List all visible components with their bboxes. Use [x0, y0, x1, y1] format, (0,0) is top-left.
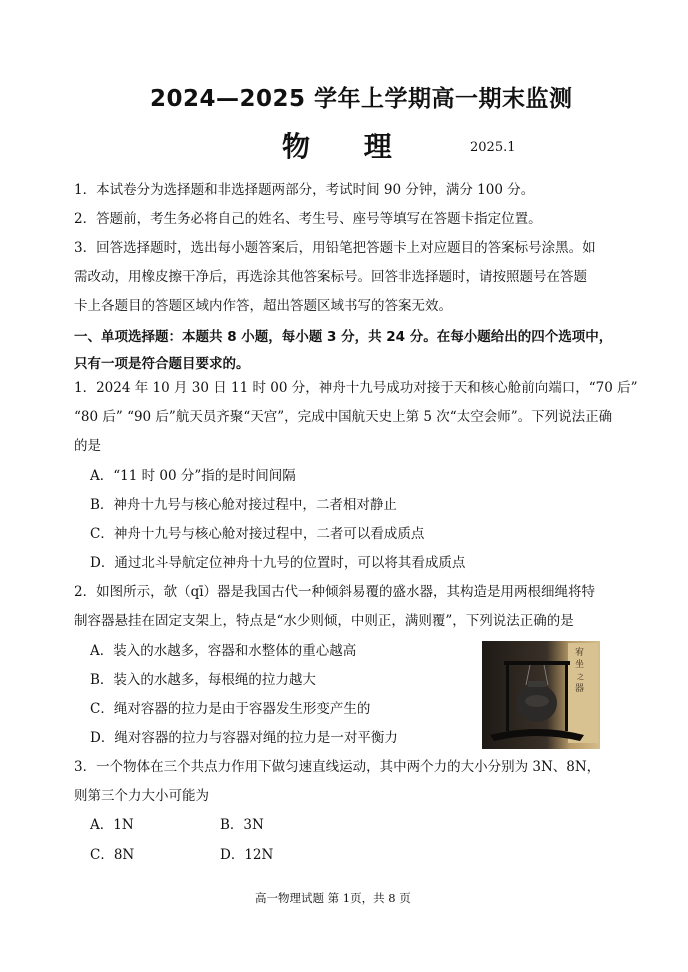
q2-option-c: C．绳对容器的拉力是由于容器发生形变产生的: [90, 701, 371, 717]
q1-option-b: B．神舟十九号与核心舱对接过程中，二者相对静止: [90, 497, 397, 513]
q3-stem-line-2: 则第三个力大小可能为: [74, 788, 209, 804]
instruction-3-line-2: 需改动，用橡皮擦干净后，再选涂其他答案标号。回答非选择题时，请按照题号在答题: [74, 269, 587, 285]
page-footer: 高一物理试题 第 1页，共 8 页: [255, 891, 411, 905]
q2-stem-line-2: 制容器悬挂在固定支架上，特点是“水少则倾，中则正，满则覆”，下列说法正确的是: [74, 613, 574, 629]
q3-option-d: D．12N: [220, 847, 274, 863]
q1-stem-line-2: “80 后” “90 后”航天员齐聚“天宫”，完成中国航天史上第 5 次“太空会师”。下列说法正确: [74, 409, 613, 425]
section-heading-line-1: 一、单项选择题：本题共 8 小题，每小题 3 分，共 24 分。在每小题给出的四个选项中，: [74, 329, 613, 345]
q1-option-c: C．神舟十九号与核心舱对接过程中，二者可以看成质点: [90, 526, 425, 542]
q1-stem-line-3: 的是: [74, 438, 101, 454]
svg-text:器: 器: [575, 684, 585, 694]
exam-date: 2025.1: [470, 140, 516, 155]
instruction-1: 1．本试卷分为选择题和非选择题两部分，考试时间 90 分钟，满分 100 分。: [74, 182, 535, 198]
qi-vessel-photo: [482, 641, 600, 749]
q2-option-d: D．绳对容器的拉力与容器对绳的拉力是一对平衡力: [90, 730, 398, 746]
section-heading-line-2: 只有一项是符合题目要求的。: [74, 356, 250, 372]
qi-vessel-illustration: [482, 641, 600, 749]
svg-text:之: 之: [577, 673, 584, 681]
q3-option-b: B．3N: [220, 817, 264, 833]
q1-option-a: A．“11 时 00 分”指的是时间间隔: [90, 468, 296, 484]
exam-title: 2024—2025 学年上学期高一期末监测: [150, 86, 573, 112]
svg-text:坐: 坐: [575, 660, 585, 670]
q3-stem-line-1: 3．一个物体在三个共点力作用下做匀速直线运动，其中两个力的大小分别为 3N、8N，: [74, 759, 601, 775]
subject-title: 物 理: [282, 130, 414, 163]
q3-option-c: C．8N: [90, 847, 135, 863]
instruction-3-line-3: 卡上各题目的答题区域内作答，超出答题区域书写的答案无效。: [74, 298, 452, 314]
q1-option-d: D．通过北斗导航定位神舟十九号的位置时，可以将其看成质点: [90, 555, 466, 571]
svg-text:宥: 宥: [575, 648, 585, 658]
q2-stem-line-1: 2．如图所示，欹（qī）器是我国古代一种倾斜易覆的盛水器，其构造是用两根细绳将特: [74, 584, 596, 600]
q2-option-b: B．装入的水越多，每根绳的拉力越大: [90, 672, 316, 688]
q1-stem-line-1: 1．2024 年 10 月 30 日 11 时 00 分，神舟十九号成功对接于天和核心舱前向端口，“70 后”: [74, 380, 638, 396]
q2-option-a: A．装入的水越多，容器和水整体的重心越高: [90, 643, 357, 659]
q3-option-a: A．1N: [90, 817, 134, 833]
instruction-3-line-1: 3．回答选择题时，选出每小题答案后，用铅笔把答题卡上对应题目的答案标号涂黑。如: [74, 240, 596, 256]
instruction-2: 2．答题前，考生务必将自己的姓名、考生号、座号等填写在答题卡指定位置。: [74, 211, 542, 227]
